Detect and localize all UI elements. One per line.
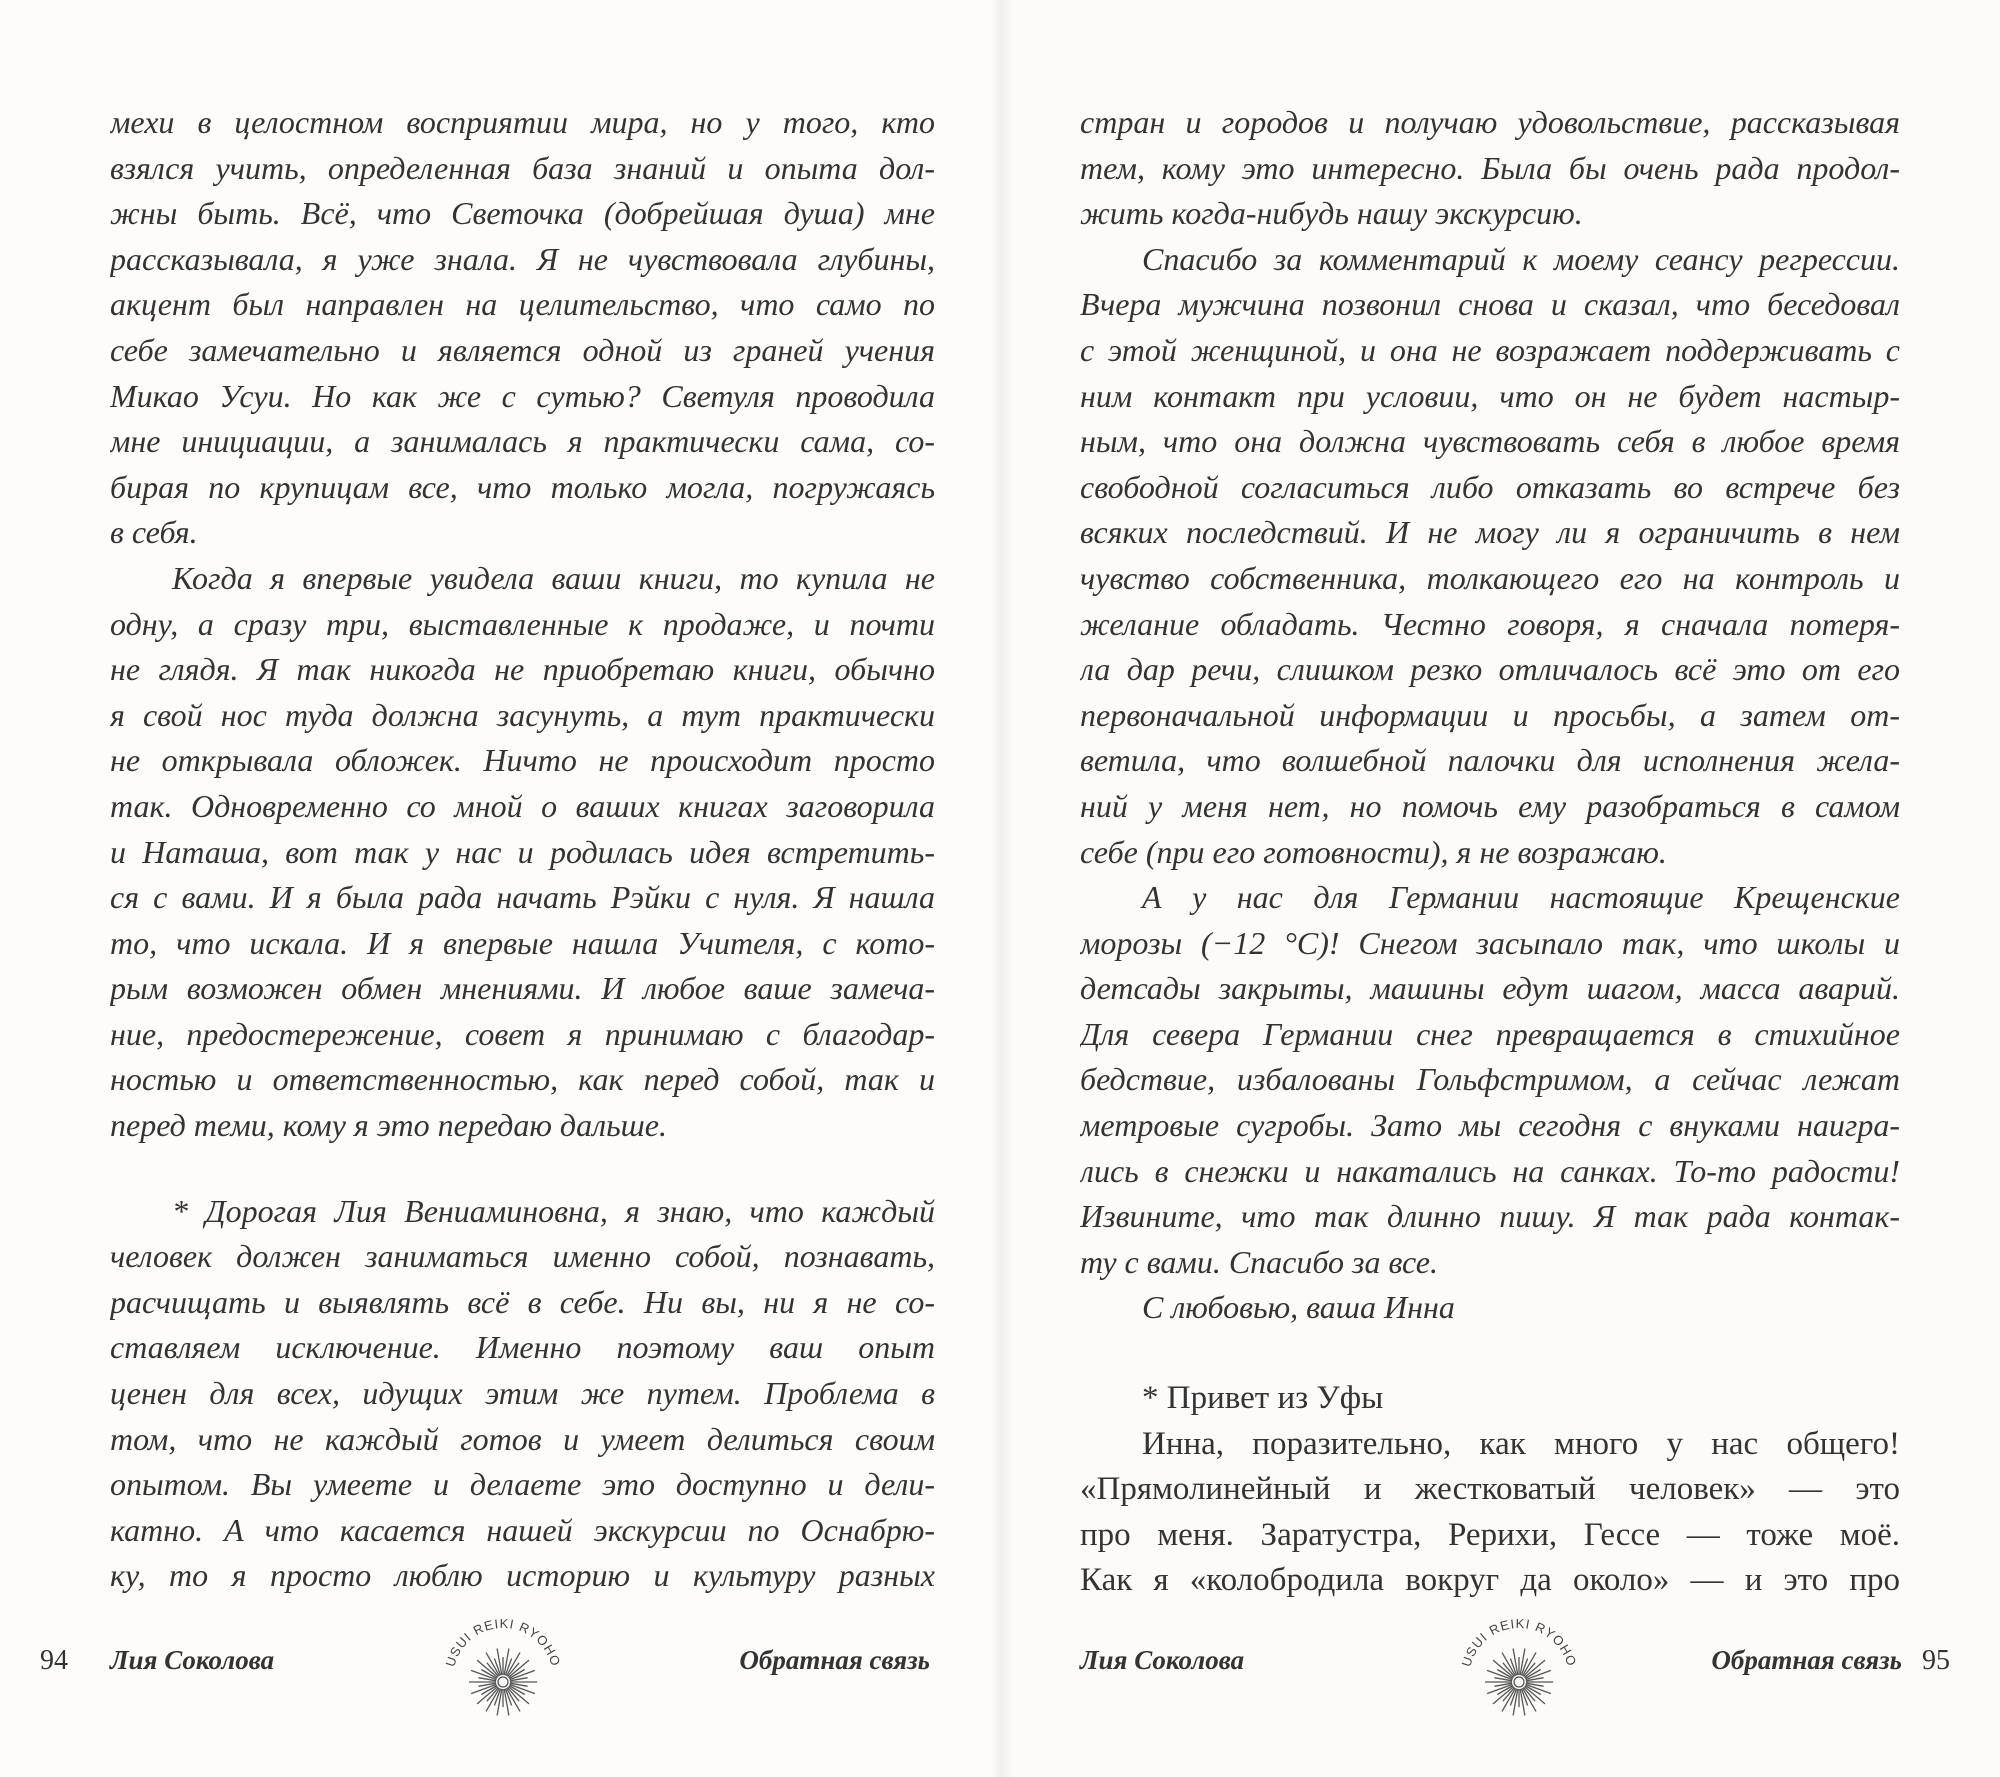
text-line: детсады закрыты, машины едут шагом, масса аварий. xyxy=(1080,970,1900,1007)
text-line: себе (при его готовности), я не возражаю. xyxy=(1080,833,1667,870)
text-line: ным, что она должна чувствовать себя в любое время xyxy=(1080,423,1900,460)
text-line: Спасибо за комментарий к моему сеансу регрессии. xyxy=(1142,240,1900,277)
text-line: перед теми, кому я это передаю дальше. xyxy=(110,1107,667,1144)
text-line: метровые сугробы. Зато мы сегодня с внуками наигра- xyxy=(1080,1107,1900,1144)
right-body-text xyxy=(1080,100,1900,1604)
text-line: то, что искала. И я впервые нашла Учителя, с кото- xyxy=(110,924,935,961)
text-line: так. Одновременно со мной о ваших книгах заговорила xyxy=(110,787,935,824)
text-line: свободной согласиться либо отказать во встрече без xyxy=(1080,468,1900,505)
logo-text: USUI REIKI RYOHO xyxy=(1458,1615,1580,1669)
text-line: * Дорогая Лия Вениаминовна, я знаю, что каждый xyxy=(172,1192,935,1229)
text-line: Извините, что так длинно пишу. Я так рада контак- xyxy=(1080,1198,1900,1235)
text-line: первоначальной информации и просьбы, а затем от- xyxy=(1080,696,1900,733)
text-line: рассказывала, я уже знала. Я не чувствовала глубины, xyxy=(110,240,935,277)
text-line: чувство собственника, толкающего его на контроль и xyxy=(1080,559,1900,596)
running-head-author: Лия Соколова xyxy=(1080,1645,1245,1675)
book-gutter xyxy=(990,0,1012,1777)
text-line: бирая по крупицам все, что только могла, погружаясь xyxy=(110,468,935,505)
sun-rays-icon xyxy=(469,1649,537,1716)
text-line: ний у меня нет, но помочь ему разобраться в самом xyxy=(1080,787,1900,824)
sun-rays-icon xyxy=(1485,1649,1553,1716)
text-line: Микао Усуи. Но как же с сутью? Светуля проводила xyxy=(110,377,935,414)
running-head-section: Обратная связь xyxy=(739,1645,930,1675)
text-line: ту с вами. Спасибо за все. xyxy=(1080,1243,1438,1280)
text-line: одну, а сразу три, выставленные к продаже, и почти xyxy=(110,605,935,642)
text-line: том, что не каждый готов и умеет делиться своим xyxy=(110,1420,935,1457)
text-line: стран и городов и получаю удовольствие, рассказывая xyxy=(1080,104,1900,140)
text-line: ностью и ответственностью, как перед собой, так и xyxy=(110,1061,935,1098)
text-line: рым возможен обмен мнениями. И любое ваше замеча- xyxy=(110,970,935,1007)
text-line: и Наташа, вот так у нас и родилась идея встретить- xyxy=(110,833,935,870)
page-number: 94 xyxy=(40,1645,68,1676)
logo-text: USUI REIKI RYOHO xyxy=(442,1615,564,1669)
text-line: ставляем исключение. Именно поэтому ваш опыт xyxy=(110,1329,935,1366)
letter-heading: * Привет из Уфы xyxy=(1142,1380,1384,1417)
text-line: ся с вами. И я была рада начать Рэйки с нуля. Я нашла xyxy=(110,879,935,916)
text-line: ветила, что волшебной палочки для исполнения жела- xyxy=(1080,742,1900,779)
text-line: человек должен заниматься именно собой, познавать, xyxy=(110,1238,935,1275)
paragraph-gap xyxy=(110,1149,935,1189)
text-line: не глядя. Я так никогда не приобретаю книги, обычно xyxy=(110,651,935,688)
text-line: желание обладать. Честно говоря, я сначала потеря- xyxy=(1080,605,1900,642)
text-line: в себя. xyxy=(110,514,198,551)
running-head-author: Лия Соколова xyxy=(110,1645,275,1675)
reiki-logo xyxy=(428,1600,578,1730)
text-line: ла дар речи, слишком резко отличалось всё это от его xyxy=(1080,651,1900,688)
paragraph-gap xyxy=(1080,1331,1900,1376)
text-line: тем, кому это интересно. Была бы очень рада продол- xyxy=(1080,149,1900,186)
right-page xyxy=(1000,0,2000,1777)
text-line: себе замечательно и является одной из граней учения xyxy=(110,331,935,368)
page-number: 95 xyxy=(1922,1645,1950,1676)
sun-core xyxy=(1514,1677,1524,1687)
text-line: лись в снежки и накатались на санках. То-то радости! xyxy=(1080,1152,1900,1189)
text-line: ние, предостережение, совет я принимаю с благодар- xyxy=(110,1015,935,1052)
text-line: расчищать и выявлять всё в себе. Ни вы, ни я не со- xyxy=(110,1283,935,1320)
text-line: жны быть. Всё, что Светочка (добрейшая душа) мне xyxy=(110,195,935,232)
left-body-text xyxy=(110,100,935,1599)
text-line: морозы (−12 °С)! Снегом засыпало так, что школы и xyxy=(1080,924,1900,961)
text-line: я свой нос туда должна засунуть, а тут практически xyxy=(110,696,935,733)
text-line: ним контакт при условии, что он не будет настыр- xyxy=(1080,377,1900,414)
text-line: Когда я впервые увидела ваши книги, то купила не xyxy=(172,559,935,596)
text-line: Вчера мужчина позвонил снова и сказал, что беседовал xyxy=(1080,286,1900,323)
running-head-section: Обратная связь xyxy=(1711,1645,1902,1675)
text-line: катно. А что касается нашей экскурсии по Оснабрю- xyxy=(110,1511,935,1548)
text-line: опытом. Вы умеете и делаете это доступно и дели- xyxy=(110,1466,935,1503)
text-line: акцент был направлен на целительство, что само по xyxy=(110,286,935,323)
text-line: Инна, поразительно, как много у нас общего! xyxy=(1142,1425,1900,1462)
reiki-logo xyxy=(1444,1600,1594,1730)
text-line: про меня. Заратустра, Рерихи, Гессе — тоже моё. xyxy=(1080,1516,1900,1553)
text-line: ку, то я просто люблю историю и культуру разных xyxy=(110,1557,935,1594)
text-line: Для севера Германии снег превращается в стихийное xyxy=(1080,1015,1900,1052)
text-line: бедствие, избалованы Гольфстримом, а сейчас лежат xyxy=(1080,1061,1900,1098)
text-line: взялся учить, определенная база знаний и опыта дол- xyxy=(110,149,935,186)
text-line: мне инициации, а занималась я практически сама, со- xyxy=(110,423,935,460)
text-line: мехи в целостном восприятии мира, но у того, кто xyxy=(110,104,935,140)
text-line: с этой женщиной, и она не возражает поддерживать с xyxy=(1080,331,1900,368)
text-line: А у нас для Германии настоящие Крещенские xyxy=(1142,879,1900,916)
signature-line: С любовью, ваша Инна xyxy=(1142,1289,1455,1326)
text-line: Как я «колобродила вокруг да около» — и это про xyxy=(1080,1562,1900,1599)
text-line: ценен для всех, идущих этим же путем. Проблема в xyxy=(110,1375,935,1412)
text-line: не открывала обложек. Ничто не происходит просто xyxy=(110,742,935,779)
text-line: всяких последствий. И не могу ли я ограничить в нем xyxy=(1080,514,1900,551)
sun-core xyxy=(498,1677,508,1687)
text-line: «Прямолинейный и жестковатый человек» — это xyxy=(1080,1471,1900,1508)
text-line: жить когда-нибудь нашу экскурсию. xyxy=(1080,195,1583,232)
